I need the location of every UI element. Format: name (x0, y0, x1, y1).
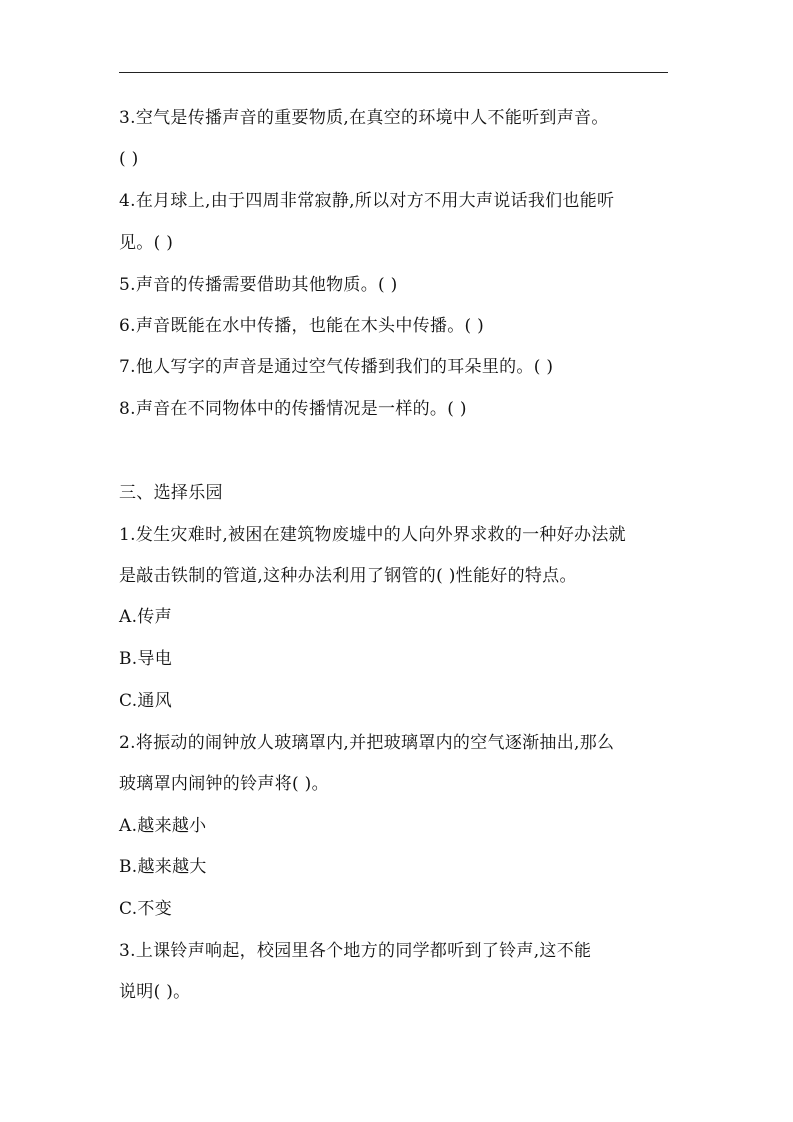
section-title: 三、选择乐园 (119, 483, 223, 503)
judgement-q5: 5.声音的传播需要借助其他物质。( ) (119, 275, 398, 295)
judgement-q7: 7.他人写字的声音是通过空气传播到我们的耳朵里的。( ) (119, 357, 554, 377)
choice-q2-option-b: B.越来越大 (119, 857, 207, 877)
choice-q2-option-c: C.不变 (119, 899, 173, 919)
choice-q2-line2: 玻璃罩内闹钟的铃声将( )。 (119, 774, 329, 794)
choice-q1-option-a: A.传声 (119, 607, 172, 627)
judgement-q4: 4.在月球上,由于四周非常寂静,所以对方不用大声说话我们也能听 (119, 191, 615, 211)
choice-q1-option-b: B.导电 (119, 649, 173, 669)
choice-q1-line1: 1.发生灾难时,被困在建筑物废墟中的人向外界求救的一种好办法就 (119, 525, 626, 545)
choice-q1-option-c: C.通风 (119, 691, 173, 711)
judgement-q3-answer-paren: ( ) (119, 149, 139, 169)
choice-q2-option-a: A.越来越小 (119, 816, 207, 836)
header-rule (119, 72, 668, 73)
judgement-q6: 6.声音既能在水中传播，也能在木头中传播。( ) (119, 316, 485, 336)
judgement-q4-continued: 见。( ) (119, 233, 174, 253)
choice-q2-line1: 2.将振动的闹钟放人玻璃罩内,并把玻璃罩内的空气逐渐抽出,那么 (119, 733, 615, 753)
choice-q1-line2: 是敲击铁制的管道,这种办法利用了钢管的( )性能好的特点。 (119, 566, 577, 586)
choice-q3-line2: 说明( )。 (119, 982, 191, 1002)
choice-q3-line1: 3.上课铃声响起，校园里各个地方的同学都听到了铃声,这不能 (119, 941, 592, 961)
judgement-q8: 8.声音在不同物体中的传播情况是一样的。( ) (119, 399, 467, 419)
judgement-q3: 3.空气是传播声音的重要物质,在真空的环境中人不能听到声音。 (119, 108, 609, 128)
